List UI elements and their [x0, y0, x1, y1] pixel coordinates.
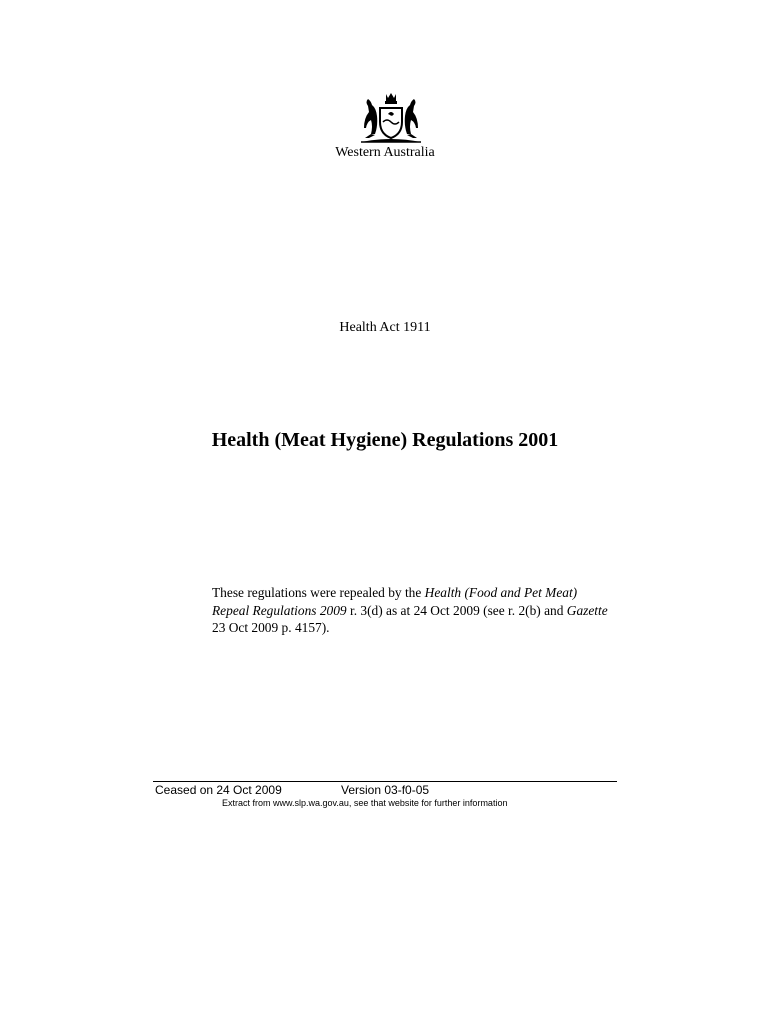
repeal-note [212, 584, 612, 637]
ceased-date: Ceased on 24 Oct 2009 [155, 783, 282, 797]
gazette-label: Gazette [566, 602, 608, 618]
repeal-note-text-2: r. 3(d) as at 24 Oct 2009 (see r. 2(b) and [346, 602, 567, 618]
footer-divider [153, 781, 617, 782]
jurisdiction-label: Western Australia [335, 145, 435, 160]
repealing-regulation-title: Health (Food and Pet Meat) Repeal Regulations 2009 [212, 585, 578, 618]
version-number: Version 03-f0-05 [341, 783, 430, 797]
extract-source-note: Extract from www.slp.wa.gov.au, see that website for further information [222, 798, 508, 808]
act-name: Health Act 1911 [339, 320, 431, 335]
document-title: Health (Meat Hygiene) Regulations 2001 [211, 429, 559, 451]
repeal-note-text-3: 23 Oct 2009 p. 4157). [212, 620, 330, 635]
repeal-note-text-1: These regulations were repealed by the [212, 585, 425, 600]
coat-of-arms-icon [359, 92, 423, 144]
